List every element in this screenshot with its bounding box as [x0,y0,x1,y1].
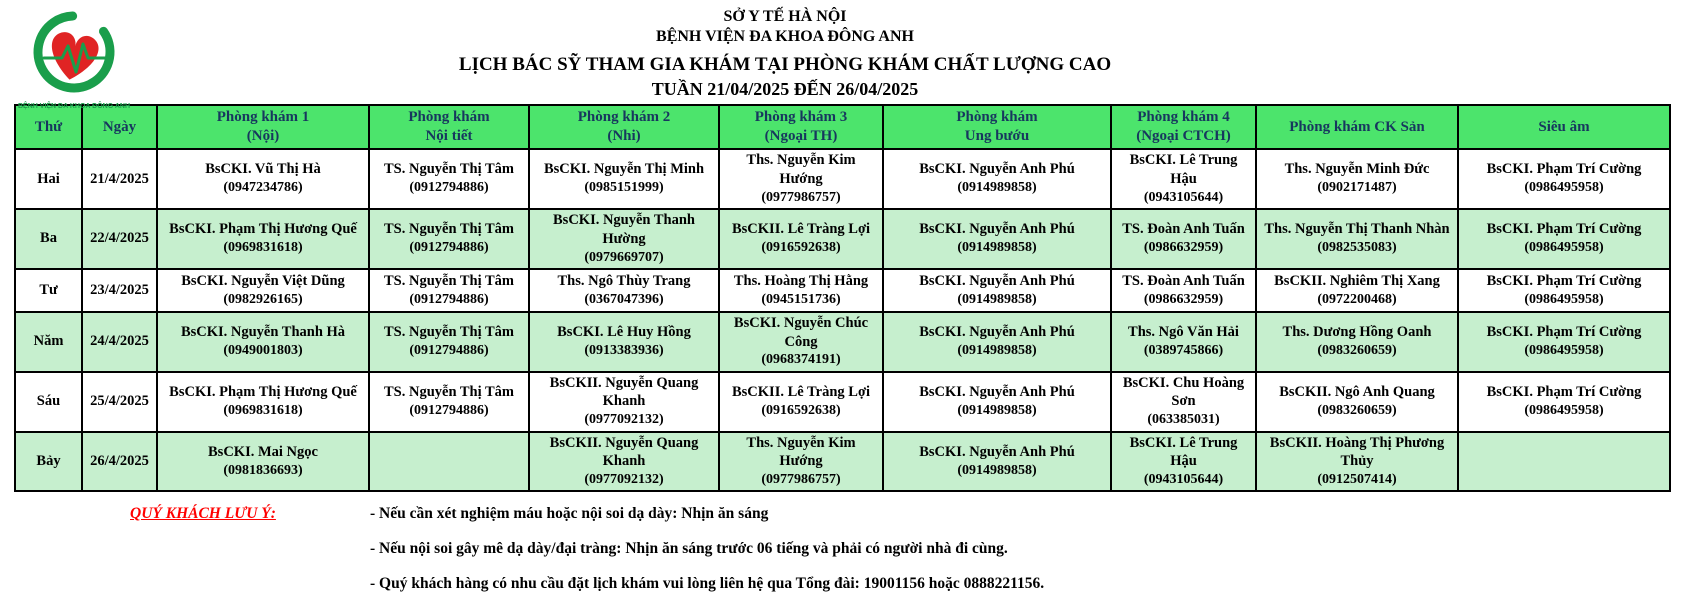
doctor-cell-sieu-am: BsCKI. Phạm Trí Cường (0986495958) [1458,149,1670,209]
note-item-2: - Nếu nội soi gây mê dạ dày/đại tràng: Nhịn ăn sáng trước 06 tiếng và phải có người nhà đi cùng. [370,540,1008,558]
doctor-cell-phong-kham-3: BsCKII. Lê Tràng Lợi (0916592638) [719,209,883,269]
doctor-cell-ung-buou: BsCKI. Nguyễn Anh Phú (0914989858) [883,432,1111,492]
doctor-cell-noi-tiet: TS. Nguyễn Thị Tâm (0912794886) [369,149,529,209]
hospital-title: BỆNH VIỆN ĐA KHOA ĐÔNG ANH [656,28,914,45]
doctor-cell-ck-san: BsCKII. Nghiêm Thị Xang (0972200468) [1256,269,1458,312]
doctor-cell-phong-kham-1: BsCKI. Mai Ngọc (0981836693) [157,432,369,492]
doctor-cell-phong-kham-2: BsCKII. Nguyễn Quang Khanh (0977092132) [529,432,719,492]
note-item-3: - Quý khách hàng có nhu cầu đặt lịch khám vui lòng liên hệ qua Tổng đài: 19001156 hoặc 0888221156. [370,575,1045,593]
doctor-cell-ck-san: Ths. Nguyễn Thị Thanh Nhàn (0982535083) [1256,209,1458,269]
doctor-cell-sieu-am: BsCKI. Phạm Trí Cường (0986495958) [1458,269,1670,312]
doctor-cell-ung-buou: BsCKI. Nguyễn Anh Phú (0914989858) [883,209,1111,269]
notes-heading: QUÝ KHÁCH LƯU Ý: [130,505,276,523]
column-header-sieu-am: Siêu âm [1458,105,1670,149]
weekday-cell: Hai [15,149,82,209]
doctor-cell-phong-kham-2: BsCKII. Nguyễn Quang Khanh (0977092132) [529,372,719,432]
date-cell: 26/4/2025 [82,432,157,492]
doctor-cell-phong-kham-3: Ths. Nguyễn Kim Hướng (0977986757) [719,149,883,209]
doctor-schedule-table [14,104,1671,492]
doctor-cell-phong-kham-2: BsCKI. Nguyễn Thị Minh (0985151999) [529,149,719,209]
column-header-ngay: Ngày [82,105,157,149]
schedule-row-4 [15,312,1670,372]
schedule-row-3 [15,269,1670,312]
doctor-cell-phong-kham-4: Ths. Ngô Văn Hải (0389745866) [1111,312,1256,372]
schedule-row-2 [15,209,1670,269]
doctor-cell-phong-kham-4: BsCKI. Lê Trung Hậu (0943105644) [1111,432,1256,492]
date-cell: 24/4/2025 [82,312,157,372]
doctor-cell-phong-kham-3: BsCKI. Nguyễn Chúc Công (0968374191) [719,312,883,372]
doctor-cell-ung-buou: BsCKI. Nguyễn Anh Phú (0914989858) [883,269,1111,312]
doctor-cell-sieu-am [1458,432,1670,492]
notes-list [370,505,1044,610]
doctor-cell-ck-san: BsCKII. Ngô Anh Quang (0983260659) [1256,372,1458,432]
doctor-cell-phong-kham-3: Ths. Nguyễn Kim Hướng (0977986757) [719,432,883,492]
column-header-phong-kham-1: Phòng khám 1 (Nội) [157,105,369,149]
page-header [0,0,1683,110]
doctor-cell-noi-tiet: TS. Nguyễn Thị Tâm (0912794886) [369,269,529,312]
doctor-cell-phong-kham-1: BsCKI. Nguyễn Việt Dũng (0982926165) [157,269,369,312]
week-subtitle: TUẦN 21/04/2025 ĐẾN 26/04/2025 [651,79,919,99]
schedule-row-5 [15,372,1670,432]
column-header-ung-buou: Phòng khám Ung bướu [883,105,1111,149]
weekday-cell: Bảy [15,432,82,492]
department-title: SỞ Y TẾ HÀ NỘI [723,8,847,25]
column-header-phong-kham-3: Phòng khám 3 (Ngoại TH) [719,105,883,149]
doctor-cell-phong-kham-1: BsCKI. Phạm Thị Hương Quế (0969831618) [157,209,369,269]
schedule-body [15,149,1670,491]
doctor-cell-phong-kham-1: BsCKI. Vũ Thị Hà (0947234786) [157,149,369,209]
doctor-cell-ck-san: Ths. Nguyễn Minh Đức (0902171487) [1256,149,1458,209]
doctor-cell-ck-san: BsCKII. Hoàng Thị Phương Thủy (0912507414) [1256,432,1458,492]
column-header-phong-kham-4: Phòng khám 4 (Ngoại CTCH) [1111,105,1256,149]
weekday-cell: Ba [15,209,82,269]
doctor-cell-noi-tiet [369,432,529,492]
date-cell: 21/4/2025 [82,149,157,209]
doctor-cell-phong-kham-2: BsCKI. Lê Huy Hồng (0913383936) [529,312,719,372]
notes-section [0,501,1683,611]
doctor-cell-phong-kham-4: TS. Đoàn Anh Tuấn (0986632959) [1111,269,1256,312]
column-header-ck-san: Phòng khám CK Sản [1256,105,1458,149]
doctor-cell-noi-tiet: TS. Nguyễn Thị Tâm (0912794886) [369,372,529,432]
doctor-cell-phong-kham-1: BsCKI. Phạm Thị Hương Quế (0969831618) [157,372,369,432]
weekday-cell: Năm [15,312,82,372]
doctor-cell-sieu-am: BsCKI. Phạm Trí Cường (0986495958) [1458,372,1670,432]
hospital-logo [18,8,130,110]
hospital-logo-caption: BỆNH VIỆN ĐA KHOA ĐÔNG ANH [18,103,131,110]
title-block [0,0,1570,100]
doctor-cell-noi-tiet: TS. Nguyễn Thị Tâm (0912794886) [369,209,529,269]
column-header-noi-tiet: Phòng khám Nội tiết [369,105,529,149]
doctor-cell-ck-san: Ths. Dương Hồng Oanh (0983260659) [1256,312,1458,372]
doctor-cell-phong-kham-1: BsCKI. Nguyễn Thanh Hà (0949001803) [157,312,369,372]
doctor-cell-phong-kham-4: BsCKI. Lê Trung Hậu (0943105644) [1111,149,1256,209]
doctor-cell-phong-kham-4: TS. Đoàn Anh Tuấn (0986632959) [1111,209,1256,269]
note-item-1: - Nếu cần xét nghiệm máu hoặc nội soi dạ dày: Nhịn ăn sáng [370,505,769,523]
date-cell: 25/4/2025 [82,372,157,432]
column-header-phong-kham-2: Phòng khám 2 (Nhi) [529,105,719,149]
doctor-cell-phong-kham-4: BsCKI. Chu Hoàng Sơn (063385031) [1111,372,1256,432]
doctor-cell-ung-buou: BsCKI. Nguyễn Anh Phú (0914989858) [883,149,1111,209]
doctor-cell-sieu-am: BsCKI. Phạm Trí Cường (0986495958) [1458,209,1670,269]
page-title: LỊCH BÁC SỸ THAM GIA KHÁM TẠI PHÒNG KHÁM CHẤT LƯỢNG CAO [458,54,1112,75]
column-header-thu: Thứ [15,105,82,149]
schedule-row-1 [15,149,1670,209]
doctor-cell-ung-buou: BsCKI. Nguyễn Anh Phú (0914989858) [883,312,1111,372]
doctor-cell-noi-tiet: TS. Nguyễn Thị Tâm (0912794886) [369,312,529,372]
doctor-cell-phong-kham-2: Ths. Ngô Thùy Trang (0367047396) [529,269,719,312]
doctor-cell-phong-kham-3: BsCKII. Lê Tràng Lợi (0916592638) [719,372,883,432]
schedule-header-row [15,105,1670,149]
doctor-cell-ung-buou: BsCKI. Nguyễn Anh Phú (0914989858) [883,372,1111,432]
date-cell: 23/4/2025 [82,269,157,312]
schedule-row-6 [15,432,1670,492]
doctor-cell-phong-kham-2: BsCKI. Nguyễn Thanh Hường (0979669707) [529,209,719,269]
weekday-cell: Tư [15,269,82,312]
weekday-cell: Sáu [15,372,82,432]
date-cell: 22/4/2025 [82,209,157,269]
doctor-cell-phong-kham-3: Ths. Hoàng Thị Hằng (0945151736) [719,269,883,312]
hospital-logo-icon [26,8,122,100]
doctor-cell-sieu-am: BsCKI. Phạm Trí Cường (0986495958) [1458,312,1670,372]
